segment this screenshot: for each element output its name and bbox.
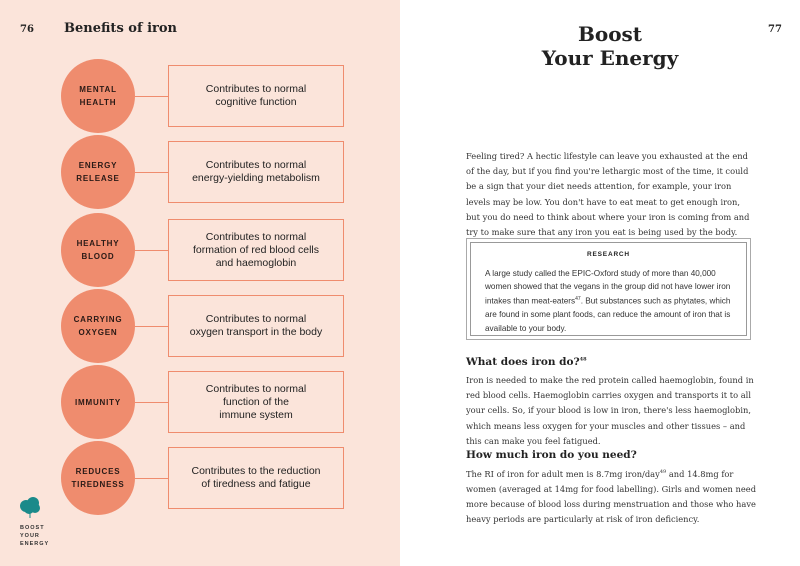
benefit-category-circle: REDUCES TIREDNESS xyxy=(61,441,135,515)
benefit-row xyxy=(0,135,400,211)
benefit-description-box: Contributes to normal function of the immune system xyxy=(168,371,344,433)
body-text: The RI of iron for adult men is 8.7mg iron/day xyxy=(466,468,660,479)
benefit-row xyxy=(0,365,400,441)
benefit-description-box: Contributes to normal energy-yielding metabolism xyxy=(168,141,344,203)
research-text-main: A large study called the EPIC-Oxford study of more than 40,000 women showed that the vegans in the group did not have lower iron intakes than meat-eaters xyxy=(485,269,731,307)
tree-icon xyxy=(18,495,42,519)
research-text-end: . But substances such as phytates, which are found in some plant foods, can reduce the amount of iron that is available to your body. xyxy=(485,297,731,333)
research-text xyxy=(485,267,732,335)
benefit-category-circle: ENERGY RELEASE xyxy=(61,135,135,209)
benefit-category-circle: CARRYING OXYGEN xyxy=(61,289,135,363)
benefit-category-circle: IMMUNITY xyxy=(61,365,135,439)
reference-number: 47 xyxy=(575,296,581,303)
benefit-row xyxy=(0,213,400,289)
page-title-left: Benefits of iron xyxy=(64,21,177,36)
connector-line xyxy=(135,172,168,173)
benefit-row xyxy=(0,441,400,517)
connector-line xyxy=(135,326,168,327)
research-box xyxy=(466,238,751,340)
connector-line xyxy=(135,402,168,403)
section-heading xyxy=(466,356,587,368)
section-heading: How much iron do you need? xyxy=(466,449,637,461)
section-body: Iron is needed to make the red protein called haemoglobin, found in red blood cells. Haemoglobin carries oxygen and transports it to all your cells. So, if your blood is low in iron, there's less haemoglobin, which means less oxygen for your muscles and other tissues – and this can make you feel fatigued. xyxy=(466,375,754,446)
connector-line xyxy=(135,478,168,479)
benefit-description-box: Contributes to normal formation of red blood cells and haemoglobin xyxy=(168,219,344,281)
benefit-row xyxy=(0,289,400,365)
connector-line xyxy=(135,250,168,251)
reference-number: 48 xyxy=(579,356,587,363)
page-title-right: Boost Your Energy xyxy=(541,22,679,70)
benefit-row xyxy=(0,59,400,135)
benefit-description-box: Contributes to normal oxygen transport in the body xyxy=(168,295,344,357)
page-number-left: 76 xyxy=(20,24,34,35)
body-text-end: and 14.8mg for women (averaged at 14mg for food labelling). Girls and women need more because of blood loss during menstruation and those who have heavy periods are particularly at risk of iron deficiency. xyxy=(466,468,757,525)
page-number-right: 77 xyxy=(768,24,782,35)
benefit-category-circle: HEALTHY BLOOD xyxy=(61,213,135,287)
benefit-category-circle: MENTAL HEALTH xyxy=(61,59,135,133)
connector-line xyxy=(135,96,168,97)
heading-text: What does iron do? xyxy=(466,356,580,368)
reference-number: 49 xyxy=(659,469,667,475)
section-body xyxy=(466,465,756,528)
benefit-description-box: Contributes to the reduction of tiredness and fatigue xyxy=(168,447,344,509)
intro-paragraph: Feeling tired? A hectic lifestyle can leave you exhausted at the end of the day, but if you find you're lethargic most of the time, it could be a sign that your diet needs attention, for example, your iron levels may be low. You don't have to eat meat to get enough iron, but you do need to think about where your iron is coming from and try to make sure that any iron you eat is being used by the body. xyxy=(466,151,750,238)
research-label: RESEARCH xyxy=(587,251,630,258)
section-logo-text: BOOST YOUR ENERGY xyxy=(20,525,50,547)
benefit-description-box: Contributes to normal cognitive function xyxy=(168,65,344,127)
